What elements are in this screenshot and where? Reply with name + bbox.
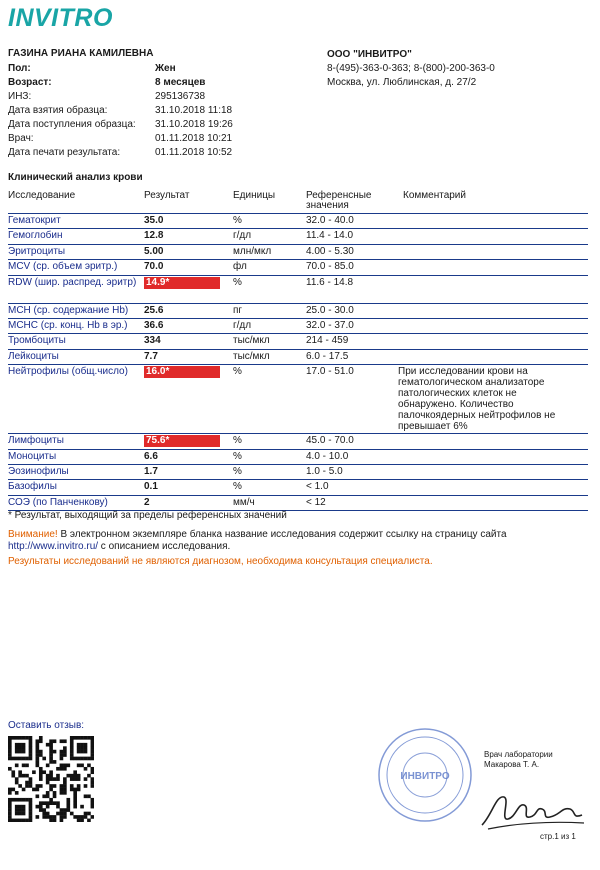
patient-field-value: 31.10.2018 19:26 (155, 119, 233, 130)
patient-field-row (8, 90, 308, 104)
result-value: 35.0 (144, 215, 164, 226)
result-name: MCHC (ср. конц. Hb в эр.) (8, 319, 128, 331)
result-name: Базофилы (8, 481, 57, 493)
lab-info (327, 48, 587, 90)
result-reference: 214 - 459 (306, 335, 349, 347)
result-value: 75.6* (144, 435, 220, 447)
patient-field-row (8, 62, 308, 76)
result-name: Тромбоциты (8, 335, 66, 347)
result-reference: 32.0 - 37.0 (306, 319, 354, 331)
result-name: Моноциты (8, 450, 57, 462)
result-value: 12.8 (144, 230, 164, 242)
result-value: 25.6 (144, 304, 164, 316)
header-comment: Комментарий (403, 190, 466, 201)
result-unit: тыс/мкл (233, 335, 270, 347)
doctor-info (484, 750, 553, 770)
result-unit: мм/ч (233, 496, 255, 508)
result-comment: При исследовании крови на гематологическом анализаторе патологических клеток не обнаружено. Количество палочкоядерных нейтрофилов не превышает 6% (398, 366, 556, 433)
doctor-signature (478, 785, 588, 833)
header-name: Исследование (8, 190, 76, 201)
footnote: * Результат, выходящий за пределы референсных значений (8, 510, 287, 521)
warning-text: В электронном экземпляре бланка название исследования содержит ссылку на страницу сайта (57, 529, 507, 540)
lab-address: Москва, ул. Люблинская, д. 27/2 (327, 77, 477, 88)
table-row (8, 480, 588, 495)
result-unit: млн/мкл (233, 245, 272, 257)
patient-field-value: Жен (155, 63, 176, 74)
table-row (8, 465, 588, 480)
result-value: 0.1 (144, 481, 158, 493)
table-row (8, 304, 588, 319)
patient-fields (8, 62, 308, 160)
patient-field-row (8, 104, 308, 118)
result-value: 2 (144, 496, 150, 508)
result-value: 7.7 (144, 350, 158, 362)
table-row (8, 260, 588, 275)
patient-field-label: ИНЗ: (8, 91, 32, 102)
patient-name: ГАЗИНА РИАНА КАМИЛЕВНА (8, 48, 154, 59)
lab-phones: 8-(495)-363-0-363; 8-(800)-200-363-0 (327, 63, 495, 74)
table-row (8, 276, 588, 304)
patient-field-value: 01.11.2018 10:21 (155, 133, 233, 144)
patient-info (8, 48, 308, 160)
table-row (8, 450, 588, 465)
section-title: Клинический анализ крови (8, 172, 143, 183)
result-name: Лейкоциты (8, 350, 59, 362)
result-unit: % (233, 366, 242, 378)
result-unit: % (233, 435, 242, 447)
lab-name: ООО "ИНВИТРО" (327, 49, 412, 60)
result-name: Гемоглобин (8, 230, 63, 242)
header-unit: Единицы (233, 190, 276, 201)
result-reference: 25.0 - 30.0 (306, 304, 354, 316)
patient-field-row (8, 76, 308, 90)
table-row (8, 350, 588, 365)
patient-field-row (8, 146, 308, 160)
table-row (8, 496, 588, 511)
result-name: RDW (шир. распред. эритр) (8, 276, 137, 288)
patient-field-label: Дата взятия образца: (8, 105, 108, 116)
disclaimer: Результаты исследований не являются диагнозом, необходима консультация специалиста. (8, 556, 433, 567)
lab-stamp-icon (375, 725, 475, 825)
patient-field-label: Возраст: (8, 77, 52, 88)
result-unit: пг (233, 304, 243, 316)
result-reference: 32.0 - 40.0 (306, 215, 354, 226)
result-name: Эритроциты (8, 245, 66, 257)
stamp-text: ИНВИТРО (400, 771, 450, 782)
result-value: 5.00 (144, 245, 164, 257)
result-unit: % (233, 450, 242, 462)
result-reference: 11.6 - 14.8 (306, 276, 354, 288)
table-row (8, 319, 588, 334)
result-name: СОЭ (по Панченкову) (8, 496, 108, 508)
warning-note (8, 529, 578, 553)
result-unit: % (233, 215, 242, 226)
result-reference: 11.4 - 14.0 (306, 230, 354, 242)
result-reference: 4.0 - 10.0 (306, 450, 349, 462)
patient-field-value: 01.11.2018 10:52 (155, 147, 233, 158)
result-value: 1.7 (144, 465, 158, 477)
result-reference: < 1.0 (306, 481, 329, 493)
doctor-name: Макарова Т. А. (484, 760, 540, 769)
result-unit: % (233, 481, 242, 493)
table-row (8, 214, 588, 229)
result-reference: 70.0 - 85.0 (306, 261, 354, 273)
qr-code-icon[interactable] (8, 736, 94, 822)
patient-field-value: 31.10.2018 11:18 (155, 105, 233, 116)
result-name: Нейтрофилы (общ.число) (8, 366, 128, 378)
page-number: стр.1 из 1 (540, 832, 576, 841)
result-value: 70.0 (144, 261, 164, 273)
result-unit: фл (233, 261, 247, 273)
result-value: 16.0* (144, 366, 220, 378)
table-row (8, 229, 588, 244)
table-row (8, 434, 588, 449)
patient-field-row (8, 118, 308, 132)
patient-field-label: Врач: (8, 133, 34, 144)
patient-field-label: Дата поступления образца: (8, 119, 136, 130)
result-unit: % (233, 465, 242, 477)
feedback-label: Оставить отзыв: (8, 720, 85, 731)
results-table (8, 214, 588, 511)
table-row (8, 245, 588, 260)
result-value: 6.6 (144, 450, 158, 462)
table-header (8, 191, 588, 214)
result-value: 36.6 (144, 319, 164, 331)
result-name: Лимфоциты (8, 435, 64, 447)
patient-field-label: Дата печати результата: (8, 147, 121, 158)
result-value: 14.9* (144, 277, 220, 289)
result-reference: 6.0 - 17.5 (306, 350, 349, 362)
patient-field-value: 8 месяцев (155, 77, 206, 88)
patient-field-value: 295136738 (155, 91, 206, 102)
result-reference: 17.0 - 51.0 (306, 366, 354, 378)
result-name: MCV (ср. объем эритр.) (8, 261, 118, 273)
table-row (8, 334, 588, 349)
warning-prefix: Внимание! (8, 529, 58, 540)
result-unit: тыс/мкл (233, 350, 270, 362)
invitro-link[interactable]: http://www.invitro.ru/ (8, 541, 99, 552)
result-unit: г/дл (233, 230, 252, 242)
warning-suffix: с описанием исследования. (98, 541, 231, 552)
invitro-logo: INVITRO (8, 4, 113, 32)
header-ref: Референсные значения (306, 190, 372, 211)
result-reference: < 12 (306, 496, 326, 508)
result-unit: г/дл (233, 319, 252, 331)
result-name: Гематокрит (8, 215, 61, 226)
header-result: Результат (144, 190, 190, 201)
table-row (8, 365, 588, 434)
doctor-title: Врач лаборатории (484, 750, 553, 759)
result-reference: 45.0 - 70.0 (306, 435, 354, 447)
result-value: 334 (144, 335, 161, 347)
result-name: MCH (ср. содержание Hb) (8, 304, 129, 316)
patient-field-label: Пол: (8, 63, 31, 74)
result-reference: 1.0 - 5.0 (306, 465, 343, 477)
result-unit: % (233, 276, 242, 288)
result-name: Эозинофилы (8, 465, 69, 477)
result-reference: 4.00 - 5.30 (306, 245, 354, 257)
patient-field-row (8, 132, 308, 146)
